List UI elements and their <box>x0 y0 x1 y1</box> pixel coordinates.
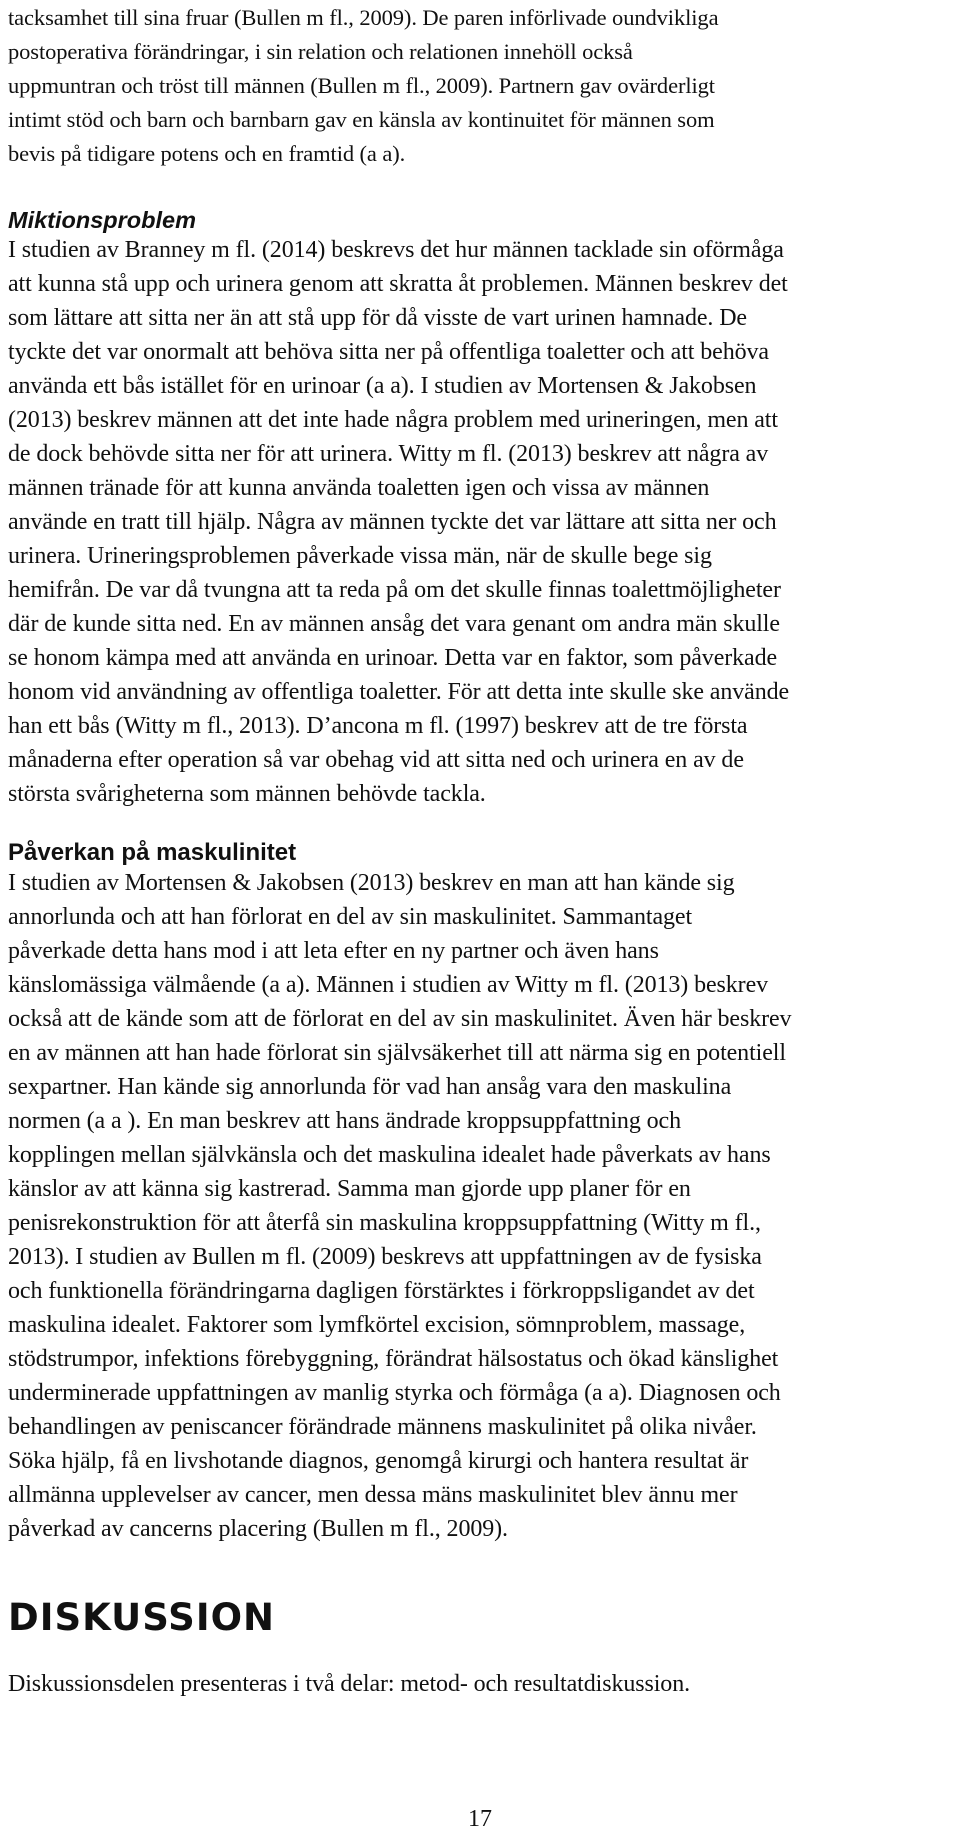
section-heading-maskulinitet: Påverkan på maskulinitet <box>8 839 297 866</box>
section-heading-diskussion: DISKUSSION <box>8 1596 276 1639</box>
section-paragraph-maskulinitet: I studien av Mortensen & Jakobsen (2013) beskrev en man att han kände sig annorlunda och att han förlorat en del av sin maskulinitet. Sammantaget påverkade detta hans mod i att leta efter en ny partner och även hans känslomässiga välmående (a a). Männen i studien av Witty m fl. (2013) beskrev också att de kände som att de förlorat en del av sin maskulinitet. Även här beskrev en av männen att han hade förlorat sin självsäkerhet till att närma sig en potentiell sexpartner. Han kände sig annorlunda för vad han ansåg vara den maskulina normen (a a ). En man beskrev att hans ändrade kroppsuppfattning och kopplingen mellan självkänsla och det maskulina idealet hade påverkats av hans känslor av att känna sig kastrerad. Samma man gjorde upp planer för en penisrekonstruktion för att återfå sin maskulina kroppsuppfattning (Witty m fl., 2013). I studien av Bullen m fl. (2009) beskrevs att uppfattningen av de fysiska och funktionella förändringarna dagligen förstärktes i förkroppsligandet av det maskulina idealet. Faktorer som lymfkörtel excision, sömnproblem, massage, stödstrumpor, infektions förebyggning, förändrat hälsostatus och ökad känslighet underminerade uppfattningen av manlig styrka och förmåga (a a). Diagnosen och behandlingen av peniscancer förändrade männens maskulinitet på olika nivåer. Söka hjälp, få en livshotande diagnos, genomgå kirurgi och hantera resultat är allmänna upplevelser av cancer, men dessa mäns maskulinitet blev ännu mer påverkad av cancerns placering (Bullen m fl., 2009). <box>8 870 792 1542</box>
section-paragraph-diskussion: Diskussionsdelen presenteras i två delar: metod- och resultatdiskussion. <box>8 1671 690 1697</box>
section-heading-miktionsproblem: Miktionsproblem <box>8 207 197 233</box>
intro-paragraph: tacksamhet till sina fruar (Bullen m fl., 2009). De paren införlivade oundvikliga postoperativa förändringar, i sin relation och relationen innehöll också uppmuntran och tröst till männen (Bullen m fl., 2009). Partnern gav ovärderligt intimt stöd och barn och barnbarn gav en känsla av kontinuitet för männen som bevis på tidigare potens och en framtid (a a). <box>8 5 719 166</box>
section-paragraph-miktionsproblem: I studien av Branney m fl. (2014) beskrevs det hur männen tacklade sin oförmåga att kunna stå upp och urinera genom att skratta åt problemen. Männen beskrev det som lättare att sitta ner än att stå upp för då visste de vart urinen hamnade. De tyckte det var onormalt att behöva sitta ner på offentliga toaletter och att behöva använda ett bås istället för en urinoar (a a). I studien av Mortensen & Jakobsen (2013) beskrev männen att det inte hade några problem med urineringen, men att de dock behövde sitta ner för att urinera. Witty m fl. (2013) beskrev att några av männen tränade för att kunna använda toaletten igen och vissa av männen använde en tratt till hjälp. Några av männen tyckte det var lättare att sitta ner och urinera. Urineringsproblemen påverkade vissa män, när de skulle bege sig hemifrån. De var då tvungna att ta reda på om det skulle finnas toalettmöjligheter där de kunde sitta ned. En av männen ansåg det vara genant om andra män skulle se honom kämpa med att använda en urinoar. Detta var en faktor, som påverkade honom vid användning av offentliga toaletter. För att detta inte skulle ske använde han ett bås (Witty m fl., 2013). D’ancona m fl. (1997) beskrev att de tre första månaderna efter operation så var obehag vid att sitta ned och urinera en av de största svårigheterna som männen behövde tackla. <box>8 237 790 807</box>
document-page <box>8 0 952 1841</box>
page-number: 17 <box>468 1806 492 1832</box>
